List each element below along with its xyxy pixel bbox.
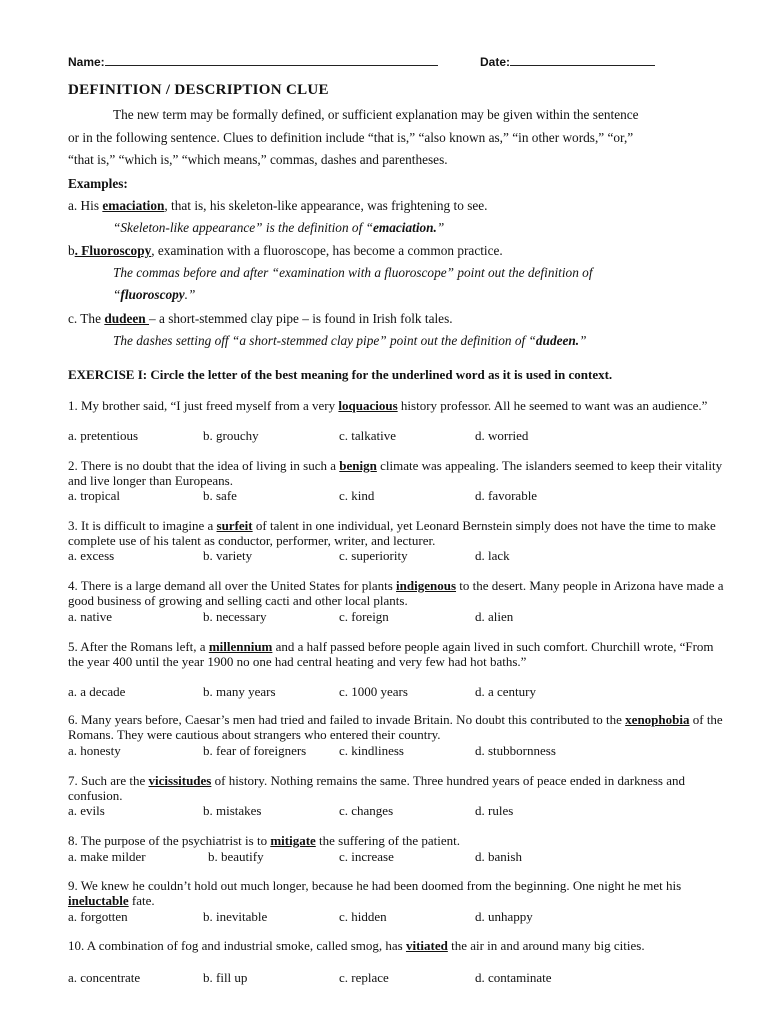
- example-b: [68, 243, 503, 259]
- answer-option-a[interactable]: a. a decade: [68, 684, 126, 699]
- answer-option-b[interactable]: b. fill up: [203, 970, 248, 985]
- answer-option-d[interactable]: d. a century: [475, 684, 537, 699]
- intro-line-3: “that is,” “which is,” “which means,” commas, dashes and parentheses.: [68, 152, 448, 167]
- answer-option-c[interactable]: c. 1000 years: [339, 684, 408, 699]
- example-c-term: dudeen: [104, 311, 150, 326]
- answer-option-a[interactable]: a. excess: [68, 548, 115, 563]
- answer-option-b[interactable]: b. necessary: [203, 609, 267, 624]
- example-c: [68, 311, 453, 327]
- answer-option-d[interactable]: d. unhappy: [475, 909, 533, 924]
- answer-option-a[interactable]: a. forgotten: [68, 909, 128, 924]
- page-title: DEFINITION / DESCRIPTION CLUE: [68, 82, 329, 98]
- answer-option-c[interactable]: c. talkative: [339, 428, 397, 443]
- underlined-word: vitiated: [405, 938, 448, 953]
- question-text: 4. There is a large demand all over the United States for plants: [68, 578, 397, 593]
- question-text-rest: climate was appealing. The islanders seemed to keep their vitality and live longer than Europeans.: [68, 458, 723, 488]
- answer-option-a[interactable]: a. evils: [68, 803, 105, 818]
- answer-option-b[interactable]: b. safe: [203, 488, 237, 503]
- question-text: 7. Such are the: [68, 773, 149, 788]
- answer-option-d[interactable]: d. worried: [475, 428, 529, 443]
- question-text-rest: to the desert. Many people in Arizona have made a good business of growing and selling cacti and other local plants.: [68, 578, 724, 608]
- example-b-term: . Fluoroscopy: [74, 243, 152, 258]
- answer-option-a[interactable]: a. honesty: [68, 743, 121, 758]
- intro-line-2: or in the following sentence. Clues to definition include “that is,” “also known as,” “in other words,” “or,”: [68, 130, 634, 145]
- example-b-note-line-2: [113, 287, 195, 303]
- question-text: 10. A combination of fog and industrial smoke, called smog, has: [68, 938, 406, 953]
- answer-option-b[interactable]: b. many years: [203, 684, 276, 699]
- example-c-note-term: dudeen.: [535, 333, 580, 348]
- answer-option-b[interactable]: b. grouchy: [203, 428, 259, 443]
- example-b-note-term: fluoroscopy: [120, 287, 185, 302]
- answer-option-c[interactable]: c. increase: [339, 849, 394, 864]
- question-7: [68, 773, 728, 803]
- answer-option-c[interactable]: c. kindliness: [339, 743, 404, 758]
- answer-option-d[interactable]: d. lack: [475, 548, 510, 563]
- question-text: 3. It is difficult to imagine a: [68, 518, 217, 533]
- question-text-rest: fate.: [128, 893, 155, 908]
- answer-option-d[interactable]: d. contaminate: [475, 970, 552, 985]
- example-a-prefix: a. His: [68, 198, 103, 213]
- date-label: Date:: [480, 55, 511, 69]
- underlined-word: millennium: [208, 639, 273, 654]
- example-b-prefix: b: [68, 243, 75, 258]
- example-b-note-open: “: [113, 287, 121, 302]
- answer-option-c[interactable]: c. hidden: [339, 909, 387, 924]
- answer-option-c[interactable]: c. changes: [339, 803, 394, 818]
- example-b-note-close: .”: [184, 287, 196, 302]
- name-field[interactable]: [68, 54, 438, 69]
- underlined-word: ineluctable: [68, 893, 129, 908]
- intro-line-1: The new term may be formally defined, or sufficient explanation may be given within the sentence: [113, 107, 639, 122]
- example-a-note-close: ”: [436, 220, 445, 235]
- answer-option-c[interactable]: c. kind: [339, 488, 375, 503]
- example-a-note-term: emaciation.: [372, 220, 437, 235]
- answer-option-a[interactable]: a. make milder: [68, 849, 146, 864]
- question-text-rest: the suffering of the patient.: [315, 833, 460, 848]
- answer-option-d[interactable]: d. favorable: [475, 488, 538, 503]
- question-text-rest: the air in and around many big cities.: [447, 938, 645, 953]
- answer-option-d[interactable]: d. rules: [475, 803, 514, 818]
- example-c-rest: – a short-stemmed clay pipe – is found in Irish folk tales.: [149, 311, 453, 326]
- answer-option-c[interactable]: c. replace: [339, 970, 389, 985]
- example-c-note: [113, 333, 587, 349]
- answer-option-c[interactable]: c. foreign: [339, 609, 389, 624]
- answer-option-b[interactable]: b. fear of foreigners: [203, 743, 307, 758]
- question-text: 8. The purpose of the psychiatrist is to: [68, 833, 271, 848]
- answer-option-b[interactable]: b. mistakes: [203, 803, 262, 818]
- question-text: 5. After the Romans left, a: [68, 639, 209, 654]
- question-10: [68, 938, 728, 953]
- underlined-word: benign: [339, 458, 377, 473]
- example-a-note-text: “Skeleton-like appearance” is the definition of “: [113, 220, 373, 235]
- question-5: [68, 639, 728, 669]
- date-blank-line[interactable]: [510, 54, 655, 66]
- question-2: [68, 458, 728, 488]
- answer-option-d[interactable]: d. banish: [475, 849, 522, 864]
- example-a: [68, 198, 488, 214]
- answer-option-a[interactable]: a. tropical: [68, 488, 120, 503]
- underlined-word: loquacious: [338, 398, 398, 413]
- exercise-heading: EXERCISE I: Circle the letter of the best meaning for the underlined word as it is used in context.: [68, 367, 613, 382]
- example-c-note-close: ”: [579, 333, 587, 348]
- answer-option-a[interactable]: a. pretentious: [68, 428, 139, 443]
- question-text: 2. There is no doubt that the idea of living in such a: [68, 458, 340, 473]
- question-9: [68, 878, 728, 908]
- question-4: [68, 578, 728, 608]
- question-text-rest: and a half passed before people again lived in such comfort. Churchill wrote, “From the year 400 until the year 1900 no one had central heating and very few had hot baths.”: [68, 639, 714, 669]
- example-b-rest: , examination with a fluoroscope, has become a common practice.: [151, 243, 503, 258]
- answer-option-b[interactable]: b. beautify: [208, 849, 264, 864]
- question-text-rest: of history. Nothing remains the same. Three hundred years of peace ended in darkness and confusion.: [68, 773, 685, 803]
- example-a-note: [113, 220, 444, 236]
- question-text: 1. My brother said, “I just freed myself from a very: [68, 398, 339, 413]
- example-c-note-text: The dashes setting off “a short-stemmed clay pipe” point out the definition of “: [113, 333, 536, 348]
- name-label: Name:: [68, 55, 105, 69]
- question-text-rest: history professor. All he seemed to want was an audience.”: [397, 398, 708, 413]
- example-a-term: emaciation: [102, 198, 165, 213]
- answer-option-d[interactable]: d. stubbornness: [475, 743, 556, 758]
- question-6: [68, 712, 728, 742]
- name-blank-line[interactable]: [105, 54, 438, 66]
- question-1: [68, 398, 728, 413]
- underlined-word: mitigate: [270, 833, 316, 848]
- examples-label: Examples:: [68, 176, 128, 191]
- underlined-word: surfeit: [216, 518, 253, 533]
- underlined-word: xenophobia: [625, 712, 690, 727]
- example-b-note-line-1: The commas before and after “examination with a fluoroscope” point out the definition of: [113, 265, 593, 280]
- date-field[interactable]: [480, 54, 655, 69]
- example-c-prefix: c. The: [68, 311, 105, 326]
- question-text: 6. Many years before, Caesar’s men had tried and failed to invade Britain. No doubt this contributed to the: [68, 712, 626, 727]
- example-a-rest: , that is, his skeleton-like appearance, was frightening to see.: [164, 198, 488, 213]
- answer-option-b[interactable]: b. inevitable: [203, 909, 268, 924]
- question-8: [68, 833, 728, 848]
- answer-option-b[interactable]: b. variety: [203, 548, 253, 563]
- answer-option-a[interactable]: a. concentrate: [68, 970, 141, 985]
- answer-option-c[interactable]: c. superiority: [339, 548, 408, 563]
- question-text-rest: of the Romans. They were cautious about strangers who entered their country.: [68, 712, 723, 742]
- underlined-word: vicissitudes: [148, 773, 212, 788]
- question-text-rest: of talent in one individual, yet Leonard Bernstein simply does not have the time to make complete use of his talent as conductor, performer, writer, and lecturer.: [68, 518, 716, 548]
- answer-option-d[interactable]: d. alien: [475, 609, 514, 624]
- question-text: 9. We knew he couldn’t hold out much longer, because he had been doomed from the beginning. One night he met his: [68, 878, 682, 893]
- underlined-word: indigenous: [396, 578, 457, 593]
- question-3: [68, 518, 728, 548]
- answer-option-a[interactable]: a. native: [68, 609, 113, 624]
